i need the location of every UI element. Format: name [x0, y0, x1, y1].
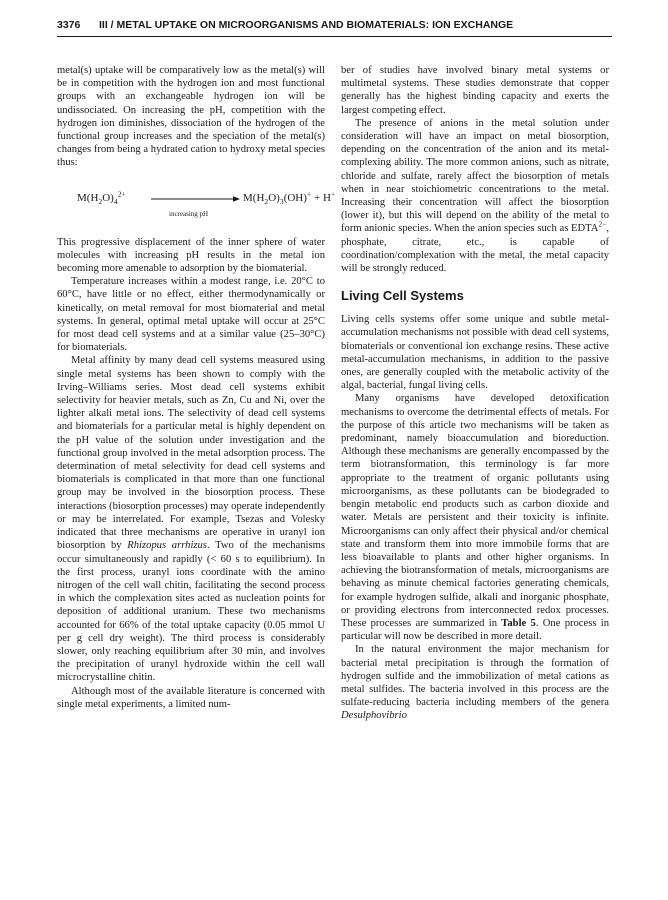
right-paragraph-1: ber of studies have involved binary metal systems or multimetal systems. These studies demonstrate that copper generally has the highest binding capacity and exerts the largest competing effect. — [341, 65, 609, 116]
equation-reactant: $M(H_2O)_4^{2+}$ — [77, 188, 126, 206]
reaction-arrow-icon — [149, 192, 241, 206]
table-reference: Table 5 — [501, 617, 536, 629]
right-paragraph-3: Living cells systems offer some unique and subtle metal-accumulation mechanisms not possible with dead cell systems, biomaterials or conventional ion exchange resins. These active metal-accumulation mechanisms, in addition to the passive ones, are generally coupled with the metabolic activity of the algal, bacterial, fungal living cells. — [341, 314, 609, 392]
page-number: 3376 — [57, 19, 81, 31]
genus-name: Desulphovibrio — [341, 710, 407, 722]
right-paragraph-2: The presence of anions in the metal solution under consideration will have an impact on metal biosorption, depending on the concentration of the anion and its metal-complexing ability. The more common anions, such as nitrate, chloride and sulfate, rarely affect the biosorption of metals when in near stoichiometric concentrations to the metal. Increasing their concentration will affect the biosorption (lower it), but this will depend on the ability of the metal to form anionic species. When the anion species such as $EDTA^{2-}$, phosphate, citrate, etc., is capable of coordination/complexation with the metal, the metal capacity will be strongly reduced. — [341, 117, 609, 275]
left-paragraph-1: metal(s) uptake will be comparatively low as the metal(s) will be in competition with the hydrogen ion and most functional groups with an exchangeable hydrogen ion will be undissociated. On increasing the pH, competition with the hydrogen ion diminishes, dissociation of the hydrogen of the functional group increases and the speciation of the metal(s) changes from being a hydrated cation to hydroxy metal species thus: — [57, 65, 325, 169]
equation-product: $M(H_2O)_3(OH)^+ + H^+$ — [243, 188, 336, 206]
right-paragraph-5: In the natural environment the major mechanism for bacterial metal precipitation is through the formation of hydrogen sulfide and the immobilization of metal cations as metal sulfides. The bacteria involved in this process are the sulfate-reducing bacteria including members of the genera Desulphovibrio — [341, 644, 609, 722]
speciation-equation — [57, 182, 336, 226]
header-rule — [57, 36, 612, 37]
right-paragraph-4: Many organisms have developed detoxification mechanisms to overcome the detrimental effects of metals. For the purpose of this article two mechanisms will be taken as predominant, namely bioaccumulation and bioreduction. Although these mechanisms are generally encompassed by the term biotransformation, this terminology is far more appropriate to the treatment of organic pollutants using microorganisms, as these pollutants can be biodegraded to bengin metabolic end products such as carbon dioxide and water. Metals are persistent and their toxicity is infinite. Microorganisms can only affect their physical and/or chemical state and transform them into more immobile forms that are less bioavailable to plants and other higher organisms. In achieving the biotransformation of metals, microorganisms are behaving as minute chemical factories generating chemicals, for example hydrogen sulfide, alkali and inorganic phosphate, or providing electrons from interconnected redox processes. These processes are summarized in Table 5. One process in particular will now be described in more detail. — [341, 393, 609, 643]
left-column — [57, 64, 336, 711]
right-column — [341, 64, 609, 723]
species-name: Rhizopus arrhizus — [127, 540, 207, 552]
page-header — [57, 16, 612, 34]
left-paragraph-5: Although most of the available literature is concerned with single metal experiments, a limited num- — [57, 685, 325, 710]
section-heading: Living Cell Systems — [341, 288, 464, 304]
arrow-label: increasing pH — [169, 209, 209, 218]
left-paragraph-2: This progressive displacement of the inner sphere of water molecules with increasing pH results in the metal ion becoming more amenable to adsorption by the biomaterial. — [57, 236, 325, 275]
running-head: III / METAL UPTAKE ON MICROORGANISMS AND BIOMATERIALS: ION EXCHANGE — [99, 19, 514, 31]
left-paragraph-4: Metal affinity by many dead cell systems measured using single metal systems has been shown to comply with the Irving–Williams series. Most dead cell systems exhibit selectivity for heavier metals, such as Zn, Cu and Ni, over the lighter alkali metal ions. The selectivity of dead cell systems and biomaterials for a particular metal is highly dependent on the pH value of the solution under investigation and the functional group involved in the metal adsorption process. The determination of metal selectivity for dead cell systems and biomaterials is complicated in that more than one functional group may be involved in the biosorption process. These interactions (biosorption processes) may operate independently or may be interrelated. For example, Tsezas and Volesky indicated that three mechanisms are operative in uranyl ion biosorption by Rhizopus arrhizus. Two of the mechanisms occur simultaneously and rapidly (< 60 s to equilibrium). In the first process, uranyl ions coordinate with the amino nitrogen of the cell wall chitin, facilitating the second process in which the complexation sites acted as nucleation points for deposition of additional uranium. These two mechanisms accounted for 66% of the total uptake capacity (0.05 mmol U per g cell dry weight). The third process is considerably slower, only reaching equilibrium after 30 min, and involves the precipitation of uranyl hydroxide within the cell wall microcrystalline chitin. — [57, 355, 325, 684]
left-paragraph-3: Temperature increases within a modest range, i.e. 20°C to 60°C, have little or no effect, either thermodynamically or kinetically, on metal removal for most biomaterial and metal systems. In general, optimal metal uptake will occur at 25°C for most dead cell systems and at a similar value (25–30°C) for biomaterials. — [57, 276, 325, 354]
